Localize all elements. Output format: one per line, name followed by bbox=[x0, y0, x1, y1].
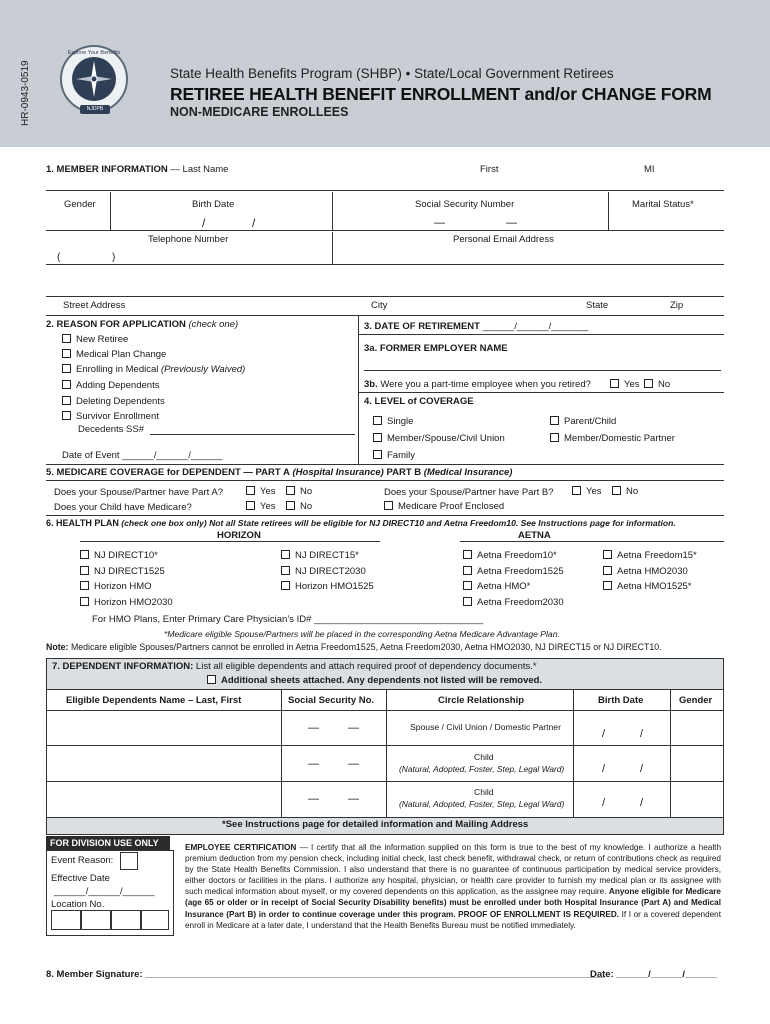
city-label: City bbox=[371, 300, 388, 311]
plan-nj-direct1525[interactable]: NJ DIRECT1525 bbox=[80, 566, 165, 577]
column-divider bbox=[358, 315, 359, 464]
section2-heading: 2. REASON FOR APPLICATION (check one) bbox=[46, 319, 239, 330]
date-of-event[interactable]: Date of Event ______/______/______ bbox=[62, 450, 223, 461]
pcp-id-field[interactable]: For HMO Plans, Enter Primary Care Physician’s ID# ________________________________ bbox=[92, 614, 484, 625]
spouse-part-b-yes[interactable]: Yes bbox=[572, 486, 602, 497]
gender-label: Gender bbox=[64, 199, 96, 210]
option-survivor-enrollment[interactable]: Survivor Enrollment bbox=[62, 411, 159, 422]
divider bbox=[608, 192, 609, 231]
divider bbox=[460, 541, 724, 542]
relationship-child[interactable]: Child bbox=[474, 787, 494, 797]
mi-label: MI bbox=[644, 164, 655, 175]
phone-email-line[interactable] bbox=[46, 264, 724, 265]
employee-certification: EMPLOYEE CERTIFICATION — I certify that all the information supplied on this form is true to the best of my knowledge. I authorize a health premium deduction from my pension check, including initial check, last check benefit, withdrawal check, or return of contributions check as required by the State Health Benefits Commission. I also understand that there is no guarantee of continuous participation by medical service providers, either doctors or facilities in the plans. I authorize any hospital, physician, or health care provider to furnish my medical plan or its assignee with such medical information about myself, or my covered dependents on this application, as the assignee may require. Anyone eligible for Medicare (age 65 or older or in receipt of Social Security Disability benefits) must be enrolled under both Hospital Insurance (Part A) and Medical Insurance (Part B) in order to continue coverage under this program. PROOF OF ENROLLMENT IS REQUIRED. If I or a covered dependent enroll in Medicare at a later date, I understand that the Health Benefits Bureau must be notified immediately. bbox=[185, 843, 721, 930]
medicare-note: Note: Medicare eligible Spouses/Partners cannot be enrolled in Aetna Freedom1525, Aetna Freedom2030, Aetna HMO2030, NJ DIRECT15 or NJ DIRECT10. bbox=[46, 642, 662, 652]
divider bbox=[358, 334, 724, 335]
divider bbox=[110, 192, 111, 231]
program-subtitle: State Health Benefits Program (SHBP) • State/Local Government Retirees bbox=[170, 66, 614, 81]
horizon-heading: HORIZON bbox=[217, 530, 261, 541]
instructions-note: *See Instructions page for detailed information and Mailing Address bbox=[222, 819, 529, 830]
ssn-dash: — bbox=[308, 758, 319, 770]
col-header-gender: Gender bbox=[679, 695, 713, 706]
spouse-part-a-no[interactable]: No bbox=[286, 486, 312, 497]
ssn-dash: — bbox=[308, 793, 319, 805]
aetna-heading: AETNA bbox=[518, 530, 551, 541]
location-box[interactable] bbox=[111, 910, 141, 930]
additional-sheets-checkbox[interactable]: Additional sheets attached. Any dependents not listed will be removed. bbox=[207, 675, 542, 686]
compass-icon bbox=[72, 57, 116, 101]
plan-horizon-hmo1525[interactable]: Horizon HMO1525 bbox=[281, 581, 374, 592]
col-divider bbox=[670, 689, 671, 818]
zip-label: Zip bbox=[670, 300, 684, 311]
child-medicare-yes[interactable]: Yes bbox=[246, 501, 276, 512]
plan-aetna-hmo[interactable]: Aetna HMO* bbox=[463, 581, 530, 592]
first-name-label: First bbox=[480, 164, 499, 175]
birth-date-sep: / bbox=[252, 216, 256, 230]
part-time-yes[interactable]: Yes bbox=[610, 379, 640, 390]
state-label: State bbox=[586, 300, 609, 311]
division-use-title: FOR DIVISION USE ONLY bbox=[46, 836, 170, 850]
form-title: RETIREE HEALTH BENEFIT ENROLLMENT and/or CHANGE FORM bbox=[170, 84, 712, 104]
col-header-name: Eligible Dependents Name – Last, First bbox=[66, 695, 242, 706]
address-line[interactable] bbox=[46, 296, 724, 297]
plan-aetna-hmo1525[interactable]: Aetna HMO1525* bbox=[603, 581, 691, 592]
child-medicare-no[interactable]: No bbox=[286, 501, 312, 512]
location-box[interactable] bbox=[81, 910, 111, 930]
plan-nj-direct10[interactable]: NJ DIRECT10* bbox=[80, 550, 158, 561]
part-time-no[interactable]: No bbox=[644, 379, 670, 390]
former-employer-label: 3a. FORMER EMPLOYER NAME bbox=[364, 343, 508, 354]
col-header-ssn: Social Security No. bbox=[288, 695, 375, 706]
logo-badge: NJDPB bbox=[80, 105, 110, 114]
birth-date-sep: / bbox=[640, 797, 644, 809]
marital-status-label: Marital Status* bbox=[632, 199, 694, 210]
spouse-part-b-no[interactable]: No bbox=[612, 486, 638, 497]
coverage-family[interactable]: Family bbox=[373, 450, 415, 461]
divider bbox=[46, 710, 724, 711]
plan-aetna-freedom15[interactable]: Aetna Freedom15* bbox=[603, 550, 697, 561]
coverage-parent-child[interactable]: Parent/Child bbox=[550, 416, 616, 427]
njdpb-logo bbox=[60, 45, 128, 113]
tel-paren-close: ) bbox=[112, 252, 116, 263]
ssn-dash: — bbox=[434, 217, 445, 229]
spouse-part-a-question: Does your Spouse/Partner have Part A? bbox=[54, 487, 223, 498]
member-signature-field[interactable]: 8. Member Signature: _______________________________________________________________________________________ bbox=[46, 969, 605, 980]
email-label: Personal Email Address bbox=[453, 234, 554, 245]
option-medical-plan-change[interactable]: Medical Plan Change bbox=[62, 349, 166, 360]
col-divider bbox=[281, 689, 282, 818]
divider bbox=[46, 689, 724, 690]
name-line[interactable] bbox=[46, 190, 724, 191]
table-row-divider bbox=[46, 745, 724, 746]
option-deleting-dependents[interactable]: Deleting Dependents bbox=[62, 396, 165, 407]
divider bbox=[332, 192, 333, 231]
relationship-child-detail: (Natural, Adopted, Foster, Step, Legal Ward) bbox=[399, 799, 565, 809]
decedents-ss-label: Decedents SS# bbox=[78, 424, 145, 435]
section1-heading: 1. MEMBER INFORMATION — Last Name bbox=[46, 164, 229, 175]
section6-heading: 6. HEALTH PLAN (check one box only) Not all State retirees will be eligible for NJ DIRECT10 and Aetna Freedom10. See Instructions page for information. bbox=[46, 518, 676, 528]
plan-nj-direct15[interactable]: NJ DIRECT15* bbox=[281, 550, 359, 561]
medicare-proof-enclosed[interactable]: Medicare Proof Enclosed bbox=[384, 501, 504, 512]
section7-heading: 7. DEPENDENT INFORMATION: List all eligible dependents and attach required proof of dependency documents.* bbox=[52, 661, 537, 672]
plan-aetna-freedom10[interactable]: Aetna Freedom10* bbox=[463, 550, 557, 561]
divider bbox=[46, 480, 724, 481]
section-divider bbox=[46, 515, 724, 516]
part-time-question: 3b. Were you a part-time employee when you retired? bbox=[364, 379, 591, 390]
spouse-part-b-question: Does your Spouse/Partner have Part B? bbox=[384, 487, 554, 498]
birth-date-sep: / bbox=[640, 763, 644, 775]
section5-heading: 5. MEDICARE COVERAGE for DEPENDENT — PART A (Hospital Insurance) PART B (Medical Insurance) bbox=[46, 467, 513, 478]
signature-date-field[interactable]: Date: ______/______/______ bbox=[590, 969, 717, 980]
tel-paren-open: ( bbox=[57, 252, 61, 263]
divider bbox=[358, 392, 724, 393]
ssn-dash: — bbox=[348, 758, 359, 770]
event-reason-box[interactable] bbox=[120, 852, 138, 870]
coverage-member-domestic[interactable]: Member/Domestic Partner bbox=[550, 433, 675, 444]
location-no-label: Location No. bbox=[51, 899, 105, 910]
plan-horizon-hmo[interactable]: Horizon HMO bbox=[80, 581, 152, 592]
ssn-dash: — bbox=[348, 722, 359, 734]
section-divider bbox=[46, 464, 724, 465]
spouse-part-a-yes[interactable]: Yes bbox=[246, 486, 276, 497]
plan-horizon-hmo2030[interactable]: Horizon HMO2030 bbox=[80, 597, 173, 608]
birth-date-sep: / bbox=[640, 728, 644, 740]
effective-date-label: Effective Date bbox=[51, 873, 110, 884]
logo-arc-text: Explore Your Benefits bbox=[67, 50, 121, 56]
plan-aetna-hmo2030[interactable]: Aetna HMO2030 bbox=[603, 566, 688, 577]
ssn-dash: — bbox=[506, 217, 517, 229]
ssn-dash: — bbox=[348, 793, 359, 805]
form-code: HR-0943-0519 bbox=[20, 60, 31, 126]
telephone-label: Telephone Number bbox=[148, 234, 229, 245]
birth-ssn-line[interactable] bbox=[46, 230, 724, 231]
ssn-dash: — bbox=[308, 722, 319, 734]
option-new-retiree[interactable]: New Retiree bbox=[62, 334, 128, 345]
col-header-relationship: Circle Relationship bbox=[438, 695, 525, 706]
birth-date-sep: / bbox=[602, 763, 606, 775]
option-enrolling-medical[interactable]: Enrolling in Medical (Previously Waived) bbox=[62, 364, 245, 375]
col-header-birth-date: Birth Date bbox=[598, 695, 644, 706]
birth-date-sep: / bbox=[602, 797, 606, 809]
col-divider bbox=[386, 689, 387, 818]
plan-aetna-freedom1525[interactable]: Aetna Freedom1525 bbox=[463, 566, 564, 577]
retirement-date[interactable]: 3. DATE OF RETIREMENT ______/______/_______ bbox=[364, 321, 589, 332]
birth-date-label: Birth Date bbox=[192, 199, 235, 210]
divider bbox=[80, 541, 380, 542]
child-medicare-question: Does your Child have Medicare? bbox=[54, 502, 192, 513]
coverage-single[interactable]: Single bbox=[373, 416, 413, 427]
birth-date-sep: / bbox=[202, 216, 206, 230]
decedents-ss-field[interactable] bbox=[150, 434, 355, 435]
birth-date-sep: / bbox=[602, 728, 606, 740]
location-box[interactable] bbox=[51, 910, 81, 930]
relationship-child[interactable]: Child bbox=[474, 752, 494, 762]
event-reason-label: Event Reason: bbox=[51, 855, 114, 866]
relationship-spouse[interactable]: Spouse / Civil Union / Domestic Partner bbox=[410, 722, 561, 732]
location-box[interactable] bbox=[141, 910, 169, 930]
street-label: Street Address bbox=[63, 300, 126, 311]
section4-heading: 4. LEVEL of COVERAGE bbox=[364, 396, 474, 407]
medicare-advantage-note: *Medicare eligible Spouse/Partners will be placed in the corresponding Aetna Medicare Advantage Plan. bbox=[164, 629, 560, 639]
coverage-member-spouse[interactable]: Member/Spouse/Civil Union bbox=[373, 433, 505, 444]
relationship-child-detail: (Natural, Adopted, Foster, Step, Legal Ward) bbox=[399, 764, 565, 774]
table-row-divider bbox=[46, 781, 724, 782]
plan-aetna-freedom2030[interactable]: Aetna Freedom2030 bbox=[463, 597, 564, 608]
section-divider bbox=[46, 315, 724, 316]
former-employer-field[interactable] bbox=[364, 370, 721, 371]
ssn-label: Social Security Number bbox=[415, 199, 515, 210]
plan-nj-direct2030[interactable]: NJ DIRECT2030 bbox=[281, 566, 366, 577]
effective-date-field[interactable]: ______/______/______ bbox=[54, 886, 155, 897]
col-divider bbox=[573, 689, 574, 818]
option-adding-dependents[interactable]: Adding Dependents bbox=[62, 380, 159, 391]
divider bbox=[332, 232, 333, 264]
form-subtitle: NON-MEDICARE ENROLLEES bbox=[170, 105, 349, 119]
